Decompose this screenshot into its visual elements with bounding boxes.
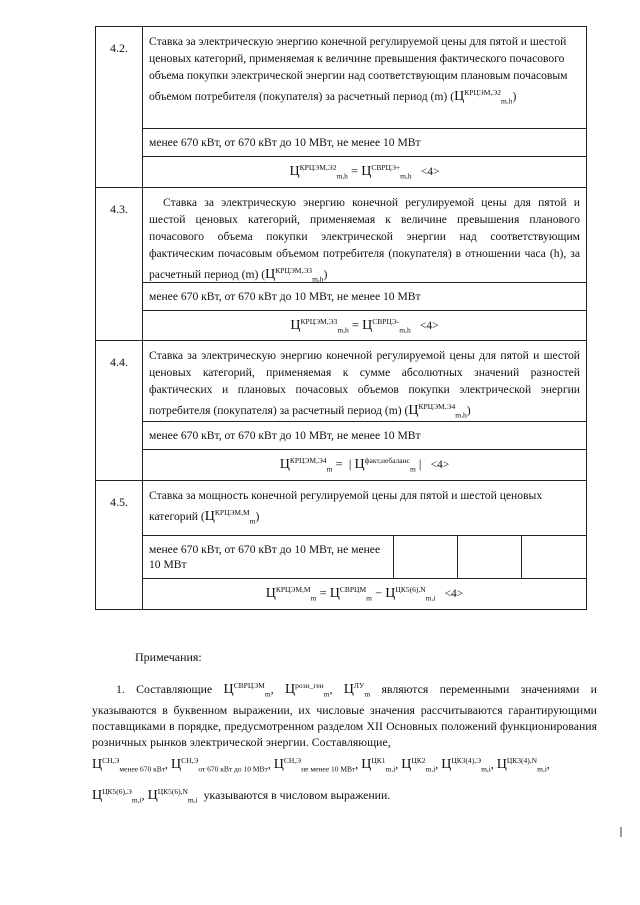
row-description: Ставка за электрическую энергию конечной регулируемой цены для пятой и шестой ценовых категорий, применяемая к величине превышения планового почасового объема покупки электрической энергии над соответствующим фактическим почасовым объемом потребителя (покупателя) в отношении часа (h), за расчетный период (m) [149,195,580,281]
row-description-cell [143,341,587,422]
table-row [96,341,587,422]
formula-cell [143,578,587,609]
condition-cell [143,422,587,450]
empty-cell [394,536,458,578]
formula: $Ц^{КРЦЭМ,М}_m = Ц^{СВРЦМ}_m - Ц^{ЦК5(6),N}_{m,i} <4>$ [265,584,464,603]
formula-cell [143,157,587,188]
footnote-tag: <4> [420,166,440,179]
note-text: являются переменными значениями и указываются в буквенном выражении, их числовые значения рассчитываются гарантирующими поставщиками в порядке, предусмотренном разделом XII Основных положений функционирования розничных рынков электрической энергии. Составляющие, [92,681,597,750]
condition-subtable [143,536,586,578]
table-row [96,157,587,188]
row-description: Ставка за электрическую энергию конечной регулируемой цены для пятой и шестой ценовых категорий, применяемая к величине превышения фактического почасового объема покупки электрической энергии над соответствующим плановым почасовым объемом потребителя (покупателя) за расчетный период (m) [149,35,568,103]
condition-cell [143,535,587,578]
empty-cell [522,536,586,578]
table-row [96,480,587,535]
formula-cell [143,310,587,341]
row-description-cell [143,187,587,282]
table-row [96,27,587,129]
formula: $Ц^{КРЦЭМ,Э2}_{m,h} = Ц^{СВРЦЭ+}_{m,h} <4>$ [289,163,440,181]
footnote-tag: <4> [419,319,439,332]
notes-title: Примечания: [135,650,202,664]
formula-cell [143,450,587,481]
row-symbol: $(Ц^{КРЦЭМ,М}_m)$ [200,507,260,526]
row-description-cell [143,27,587,129]
table-row [96,422,587,450]
table-row [96,535,587,578]
row-number: 4.5. [96,480,143,609]
table-row [96,450,587,481]
row-description-cell [143,480,587,535]
note-text: 1. Составляющие [116,681,213,696]
condition-text: менее 670 кВт, от 670 кВт до 10 МВт, не менее 10 МВт [149,429,421,443]
row-number: 4.2. [96,27,143,188]
condition-text: менее 670 кВт, от 670 кВт до 10 МВт, не менее 10 МВт [149,542,381,571]
notes-paragraph: 1. Составляющие $Ц^{СВРЦЭМ}_m$, $Ц^{розн\_ген}_m$, $Ц^{ЛУ}_m$ являются переменными значениями и указываются в буквенном выражении, их числовые значения рассчитываются гарантирующими поставщиками в порядке, предусмотренном разделом XII Основных положений функционирования розничных рынков электрической энергии. Составляющие, $Ц^{СН,Э}_{менее 670 кВт}$, $Ц^{СН,Э}_{от 670 кВт до 10 МВт}$, $Ц^{СН,Э}_{не менее 10 МВт}$, $Ц^{ЦК1}_{m,i}$, $Ц^{ЦК2}_{m,i}$, $Ц^{ЦК3(4),Э}_{m,i}$, $Ц^{ЦК3(4),N}_{m,i}$, $Ц^{ЦК5(6),Э}_{m,i}$, $Ц^{ЦК5(6),N}_{m,i}$ указываются в числовом выражении. [92,678,597,811]
condition-text: менее 670 кВт, от 670 кВт до 10 МВт, не менее 10 МВт [149,289,421,303]
table-row [96,310,587,341]
row-number: 4.3. [96,187,143,341]
row-number: 4.4. [96,341,143,481]
table-row [96,129,587,157]
empty-cell [458,536,522,578]
row-symbol: $(Ц^{КРЦЭМ,Э2}_{m,h})$ [450,88,517,106]
row-description: Ставка за мощность конечной регулируемой цены для пятой и шестой ценовых категорий [149,488,543,523]
footnote-tag: <4> [444,588,464,601]
table-row [96,578,587,609]
note-text: указываются в числовом выражении. [203,787,391,802]
formula: $Ц^{КРЦЭМ,Э3}_{m,h} = Ц^{СВРЦЭ-}_{m,h} <4>$ [290,316,439,335]
formula: $Ц^{КРЦЭМ,Э4}_m$ = | $Ц^{факт,небаланс}_m$ | <4> [279,456,450,474]
row-symbol: $(Ц^{КРЦЭМ,Э3}_{m,h})$ [261,265,328,283]
variables-list: $Ц^{СН,Э}_{менее 670 кВт}$, $Ц^{СН,Э}_{от 670 кВт до 10 МВт}$, $Ц^{СН,Э}_{не менее 10 МВт}$, $Ц^{ЦК1}_{m,i}$, $Ц^{ЦК2}_{m,i}$, $Ц^{ЦК3(4),Э}_{m,i}$, $Ц^{ЦК3(4),N}_{m,i}$, $Ц^{ЦК5(6),Э}_{m,i}$, $Ц^{ЦК5(6),N}_{m,i}$ указываются в числовом выражении. [92,756,550,804]
footnote-tag: <4> [430,459,450,472]
price-components-table [95,26,587,610]
scan-artifact [620,827,622,837]
row-symbol: $(Ц^{КРЦЭМ,Э4}_{m,h})$ [404,402,471,420]
row-description: Ставка за электрическую энергию конечной регулируемой цены для пятой и шестой ценовых категорий, применяемая к сумме абсолютных значений разностей фактических и плановых почасовых объемов покупки электрической энергии потребителя (покупателя) за расчетный период (m) [149,349,580,418]
table-row [96,187,587,282]
condition-cell [143,129,587,157]
condition-text: менее 670 кВт, от 670 кВт до 10 МВт, не менее 10 МВт [149,136,421,149]
